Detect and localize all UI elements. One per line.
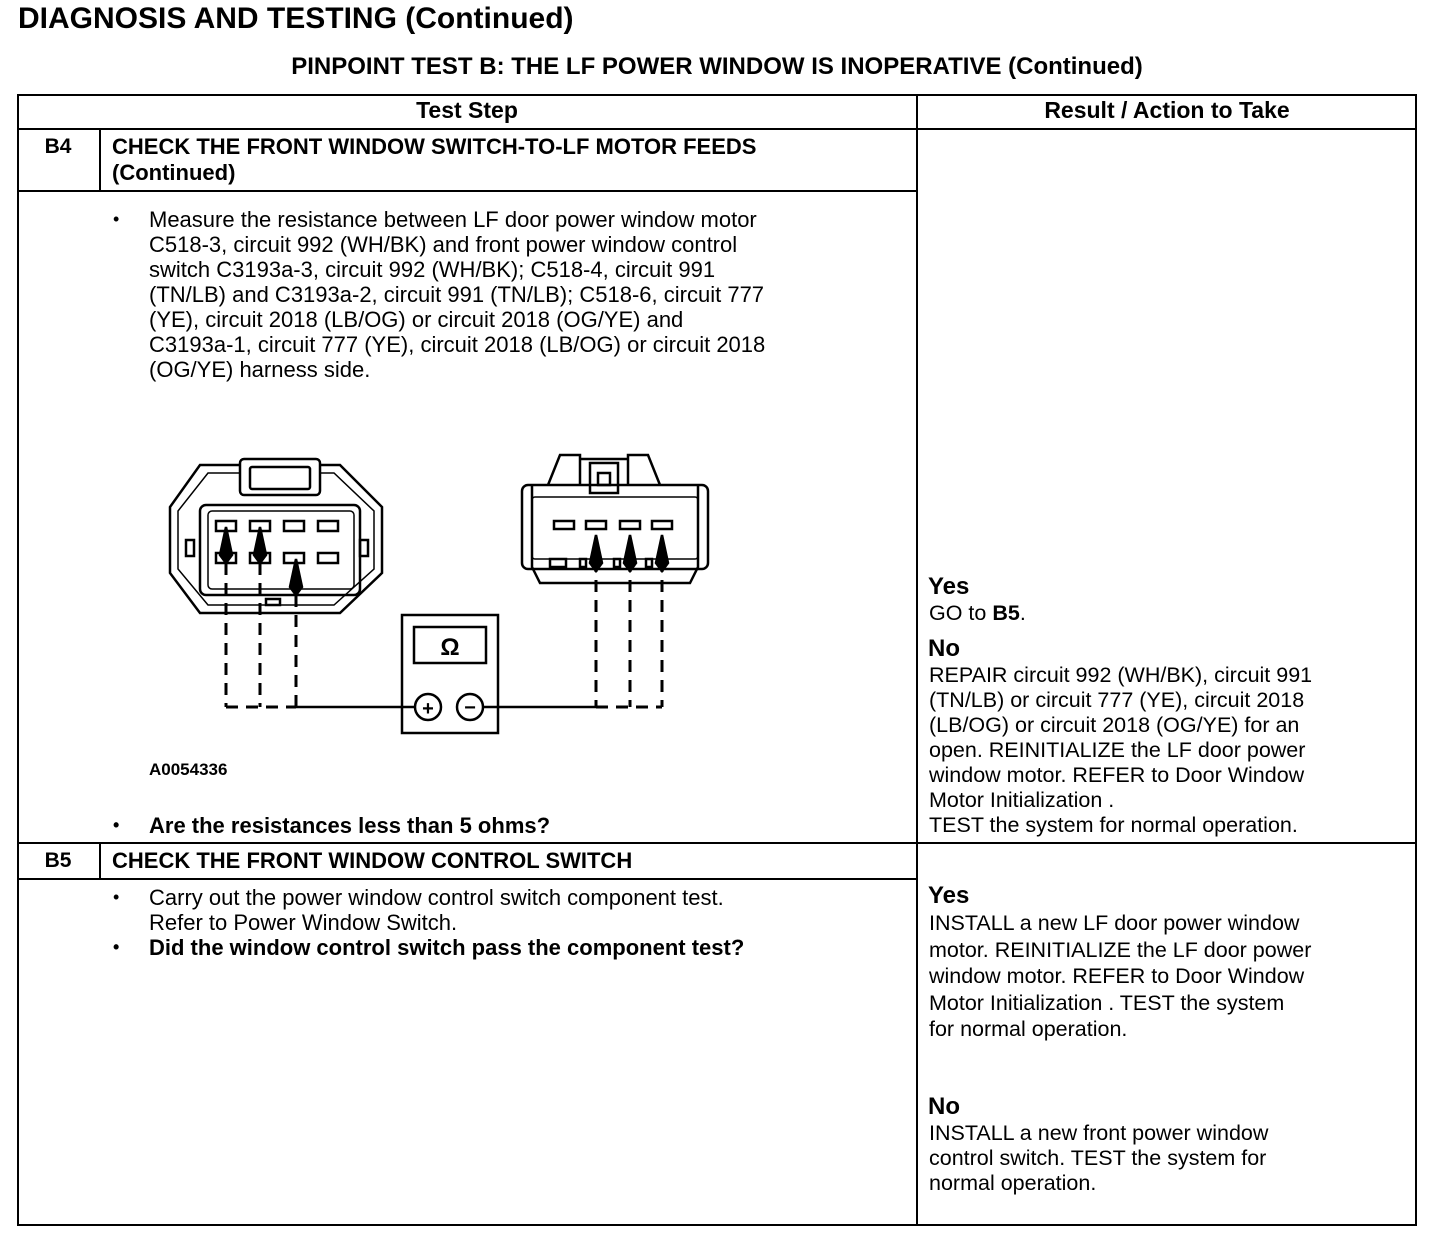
connector-measurement-diagram	[160, 445, 720, 745]
table-divider-b4-title	[17, 190, 917, 192]
step-id-b5: B5	[44, 849, 72, 872]
b4-yes-label: Yes	[928, 573, 970, 600]
table-divider-vertical-main	[916, 94, 918, 1226]
table-divider-b5-id	[99, 843, 101, 879]
meter-minus-terminal: −	[464, 697, 476, 719]
b5-no-label: No	[928, 1093, 960, 1120]
step-b4-question: • Are the resistances less than 5 ohms?	[113, 813, 551, 838]
step-title-b5: CHECK THE FRONT WINDOW CONTROL SWITCH	[112, 848, 633, 873]
step-title-b4: CHECK THE FRONT WINDOW SWITCH-TO-LF MOTOR FEEDS (Continued)	[112, 134, 757, 185]
table-divider-b4-id	[99, 129, 101, 191]
b5-yes-label: Yes	[928, 882, 970, 909]
bullet-marker: •	[113, 937, 120, 957]
table-divider-b5-title	[17, 878, 917, 880]
bullet-marker: •	[113, 887, 120, 907]
step-b4-instruction: • Measure the resistance between LF door power window motor C518-3, circuit 992 (WH/BK) and front power window control switch C3193a-3, circuit 992 (WH/BK); C518-4, circuit 991 (TN/LB) and C3193a-2, circuit 991 (TN/LB); C518-6, circuit 777 (YE), circuit 2018 (LB/OG) or circuit 2018 (OG/YE) and C3193a-1, circuit 777 (YE), circuit 2018 (LB/OG) or circuit 2018 (OG/YE) harness side.	[113, 207, 766, 382]
b4-no-label: No	[928, 635, 960, 662]
step-b5-instruction: • Carry out the power window control switch component test. Refer to Power Window Switch.	[113, 885, 724, 935]
pinpoint-test-title: PINPOINT TEST B: THE LF POWER WINDOW IS INOPERATIVE (Continued)	[291, 53, 1143, 80]
b5-yes-action: INSTALL a new LF door power window motor. REINITIALIZE the LF door power window motor. REFER to Door Window Motor Initialization . TEST the system for normal operation.	[929, 911, 1312, 1041]
bullet-marker: •	[113, 815, 120, 835]
b5-no-action: INSTALL a new front power window control switch. TEST the system for normal operation.	[929, 1121, 1269, 1195]
meter-plus-terminal: +	[422, 698, 434, 720]
table-divider-header	[17, 128, 1417, 130]
table-divider-b4-b5	[17, 842, 1417, 844]
column-header-result: Result / Action to Take	[1044, 97, 1290, 123]
b4-yes-action: GO to B5.	[929, 601, 1026, 625]
step-b5-question: • Did the window control switch pass the component test?	[113, 935, 745, 960]
bullet-marker: •	[113, 209, 120, 229]
b4-no-action: REPAIR circuit 992 (WH/BK), circuit 991 (TN/LB) or circuit 777 (YE), circuit 2018 (LB/OG) or circuit 2018 (OG/YE) for an open. REINITIALIZE the LF door power window motor. REFER to Door Window Motor Initialization . TEST the system for normal operation.	[929, 663, 1313, 837]
ohmmeter	[402, 615, 498, 733]
step-id-b4: B4	[44, 135, 72, 158]
column-header-test-step: Test Step	[416, 97, 518, 123]
ohm-symbol: Ω	[440, 634, 460, 661]
figure-id: A0054336	[149, 760, 228, 779]
page-title: DIAGNOSIS AND TESTING (Continued)	[18, 2, 574, 35]
